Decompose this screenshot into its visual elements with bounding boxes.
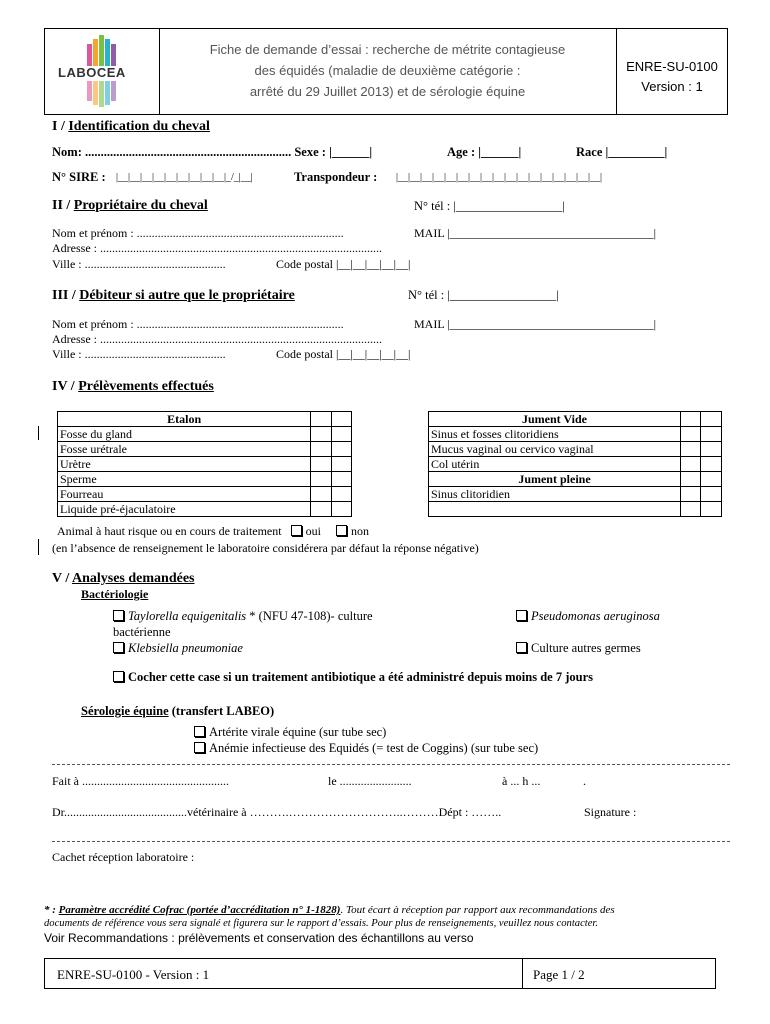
debtor-postcode-field[interactable]: Code postal |__|__|__|__|__| xyxy=(276,347,411,361)
antibiotic-label: Cocher cette case si un traitement antibiotique a été administré depuis moins de 7 jours xyxy=(128,670,594,684)
title-line-1: Fiche de demande d’essai : recherche de métrite contagieuse xyxy=(209,42,566,57)
horse-name-sex-field[interactable]: Nom: .................................................................. Sexe : |______| xyxy=(52,145,373,159)
arterite-checkbox[interactable] xyxy=(194,726,205,737)
debtor-mail-field[interactable]: MAIL |__________________________________| xyxy=(414,317,657,331)
owner-name-field[interactable]: Nom et prénom : ..................................................................... xyxy=(52,226,344,240)
jument-pleine-header: Jument pleine xyxy=(429,472,681,487)
document-reference xyxy=(617,29,727,114)
accreditation-text: . Tout écart à réception par rapport aux recommandations des xyxy=(340,904,615,916)
etalon-row-label: Fosse urétrale xyxy=(58,442,311,457)
owner-address-field[interactable]: Adresse : .............................................................................................. xyxy=(52,241,382,255)
sample-checkbox[interactable] xyxy=(701,442,722,457)
pseudomonas-checkbox[interactable] xyxy=(516,610,527,621)
sample-checkbox[interactable] xyxy=(331,502,351,517)
jument-row-label: Sinus et fosses clitoridiens xyxy=(429,427,681,442)
table-row xyxy=(58,427,352,442)
default-answer-note: (en l’absence de renseignement le laboratoire considérera par défaut la réponse négative) xyxy=(52,541,479,555)
title-line-2: des équidés (maladie de deuxième catégorie : xyxy=(254,63,521,78)
sample-checkbox[interactable] xyxy=(701,487,722,502)
section-2-title: Propriétaire du cheval xyxy=(73,198,208,213)
sample-checkbox[interactable] xyxy=(680,457,701,472)
pseudomonas-option[interactable] xyxy=(516,609,660,624)
antibiotic-option[interactable] xyxy=(113,670,593,685)
document-header xyxy=(44,28,728,115)
jument-row-label: Col utérin xyxy=(429,457,681,472)
section-5-heading: V / Analyses demandées xyxy=(52,571,195,586)
section-1-title: Identification du cheval xyxy=(68,119,210,134)
pseudomonas-label: Pseudomonas aeruginosa xyxy=(531,609,660,623)
jument-row-label: Mucus vaginal ou cervico vaginal xyxy=(429,442,681,457)
section-4-title: Prélèvements effectués xyxy=(78,379,214,394)
sire-label: N° SIRE : xyxy=(52,170,106,184)
title-line-3: arrêté du 29 Juillet 2013) et de sérologie équine xyxy=(249,84,526,99)
taylorella-checkbox[interactable] xyxy=(113,610,124,621)
jument-table xyxy=(428,411,722,517)
table-row xyxy=(429,487,722,502)
table-row xyxy=(429,427,722,442)
time-field[interactable]: à ... h ... xyxy=(502,774,541,788)
section-1-heading: I / Identification du cheval xyxy=(52,119,210,134)
high-risk-label: Animal à haut risque ou en cours de traitement xyxy=(57,524,282,538)
etalon-row-label: Liquide pré-éjaculatoire xyxy=(58,502,311,517)
sample-checkbox[interactable] xyxy=(311,502,331,517)
table-row xyxy=(58,502,352,517)
reference-version: Version : 1 xyxy=(641,79,703,94)
jument-header-check xyxy=(701,412,722,427)
sample-checkbox[interactable] xyxy=(701,427,722,442)
anemie-label: Anémie infectieuse des Equidés (= test de Coggins) (sur tube sec) xyxy=(209,741,539,755)
etalon-table xyxy=(57,411,352,517)
horse-age-field[interactable]: Age : |______| xyxy=(447,145,522,159)
section-2-heading: II / Propriétaire du cheval xyxy=(52,198,208,213)
sample-checkbox[interactable] xyxy=(311,487,331,502)
section-3-heading: III / Débiteur si autre que le propriétaire xyxy=(52,288,295,303)
accreditation-note xyxy=(44,904,615,916)
etalon-row-label: Urètre xyxy=(58,457,311,472)
footer-code: ENRE-SU-0100 - Version : 1 xyxy=(57,967,210,982)
sample-checkbox[interactable] xyxy=(311,472,331,487)
date-field[interactable]: le ........................ xyxy=(328,774,412,788)
owner-city-field[interactable]: Ville : ............................................... xyxy=(52,257,226,271)
sample-checkbox[interactable] xyxy=(680,502,701,517)
jument-row-label xyxy=(429,502,681,517)
jument-header-check xyxy=(701,472,722,487)
table-row xyxy=(58,487,352,502)
high-risk-no-checkbox[interactable] xyxy=(336,525,347,536)
owner-postcode-field[interactable]: Code postal |__|__|__|__|__| xyxy=(276,257,411,271)
page-number: Page 1 / 2 xyxy=(533,967,585,982)
culture-autres-label: Culture autres germes xyxy=(531,641,641,655)
sample-checkbox[interactable] xyxy=(331,442,351,457)
taylorella-detail: * (NFU 47-108)- culture xyxy=(246,609,373,623)
etalon-header: Etalon xyxy=(58,412,311,427)
signature-field[interactable]: Signature : xyxy=(584,805,637,819)
antibiotic-checkbox[interactable] xyxy=(113,671,124,682)
divider xyxy=(52,764,730,765)
table-row xyxy=(58,457,352,472)
etalon-row-label: Sperme xyxy=(58,472,311,487)
veterinarian-field[interactable]: Dr.........................................vétérinaire à ……….………………………..………Dépt : …….. xyxy=(52,805,502,819)
debtor-city-field[interactable]: Ville : ............................................... xyxy=(52,347,226,361)
owner-phone-field[interactable]: N° tél : |_________________| xyxy=(414,199,565,213)
section-5-title: Analyses demandées xyxy=(71,571,195,586)
jument-header-check xyxy=(680,412,701,427)
serologie-heading xyxy=(81,704,274,719)
sample-checkbox[interactable] xyxy=(311,442,331,457)
debtor-name-field[interactable]: Nom et prénom : ..................................................................... xyxy=(52,317,344,331)
etalon-header-check xyxy=(311,412,331,427)
owner-mail-field[interactable]: MAIL |__________________________________| xyxy=(414,226,657,240)
anemie-checkbox[interactable] xyxy=(194,742,205,753)
jument-header-check xyxy=(680,472,701,487)
taylorella-option[interactable] xyxy=(113,609,373,624)
klebsiella-checkbox[interactable] xyxy=(113,642,124,653)
sample-checkbox[interactable] xyxy=(331,472,351,487)
form-title xyxy=(159,29,617,114)
culture-autres-option[interactable] xyxy=(516,641,641,656)
jument-row-label: Sinus clitoridien xyxy=(429,487,681,502)
time-end: . xyxy=(583,774,586,788)
table-row xyxy=(58,472,352,487)
arterite-label: Artérite virale équine (sur tube sec) xyxy=(209,725,387,739)
accreditation-star: * : xyxy=(44,904,59,916)
etalon-header-check xyxy=(331,412,351,427)
sample-checkbox[interactable] xyxy=(311,457,331,472)
sire-field[interactable]: |__|__|__|__|__|__|__|__|__|_/_|__| xyxy=(116,172,253,183)
high-risk-question xyxy=(57,524,369,539)
taylorella-name: Taylorella equigenitalis xyxy=(128,609,247,623)
table-row xyxy=(58,412,352,427)
table-row xyxy=(429,442,722,457)
recommendations-note: Voir Recommandations : prélèvements et conservation des échantillons au verso xyxy=(44,931,474,945)
high-risk-yes-checkbox[interactable] xyxy=(291,525,302,536)
horse-race-field[interactable]: Race |_________| xyxy=(576,145,668,159)
sample-checkbox[interactable] xyxy=(701,502,722,517)
reference-code: ENRE-SU-0100 xyxy=(626,59,718,74)
culture-autres-checkbox[interactable] xyxy=(516,642,527,653)
sample-checkbox[interactable] xyxy=(680,427,701,442)
taylorella-line2: bactérienne xyxy=(113,625,171,639)
logo-text: LABOCEA xyxy=(58,65,126,80)
margin-mark xyxy=(38,426,40,440)
klebsiella-option[interactable] xyxy=(113,641,243,656)
sample-checkbox[interactable] xyxy=(331,487,351,502)
document-footer xyxy=(44,958,716,989)
etalon-row-label: Fourreau xyxy=(58,487,311,502)
logo xyxy=(45,29,160,114)
jument-vide-header: Jument Vide xyxy=(429,412,681,427)
transpondeur-field[interactable]: |__|__|__|__|__|__|__|__|__|__|__|__|__|__|__|__|__| xyxy=(396,172,603,183)
sample-checkbox[interactable] xyxy=(680,442,701,457)
table-row xyxy=(429,457,722,472)
anemie-option[interactable] xyxy=(194,741,538,756)
debtor-address-field[interactable]: Adresse : .............................................................................................. xyxy=(52,332,382,346)
accreditation-note-line2: documents de référence vous sera signalé et figurera sur le rapport d’essais. Pour plus de renseignements, veuillez nous contacter. xyxy=(44,918,599,929)
table-row xyxy=(58,442,352,457)
table-row xyxy=(429,412,722,427)
sample-checkbox[interactable] xyxy=(701,457,722,472)
section-3-title: Débiteur si autre que le propriétaire xyxy=(79,288,295,303)
high-risk-no-label: non xyxy=(350,524,369,538)
etalon-row-label: Fosse du gland xyxy=(58,427,311,442)
klebsiella-label: Klebsiella pneumoniae xyxy=(128,641,243,655)
divider xyxy=(52,841,730,842)
fait-a-field[interactable]: Fait à ................................................. xyxy=(52,774,229,788)
high-risk-yes-label: oui xyxy=(305,524,321,538)
footer-divider xyxy=(522,959,523,988)
serologie-subtitle: (transfert LABEO) xyxy=(168,704,275,718)
sample-checkbox[interactable] xyxy=(331,427,351,442)
cachet-label: Cachet réception laboratoire : xyxy=(52,850,195,864)
section-4-heading: IV / Prélèvements effectués xyxy=(52,379,214,394)
arterite-option[interactable] xyxy=(194,725,386,740)
table-row xyxy=(429,502,722,517)
debtor-phone-field[interactable]: N° tél : |_________________| xyxy=(408,288,559,302)
accreditation-title: Paramètre accrédité Cofrac (portée d’accréditation n° 1-1828) xyxy=(58,904,341,916)
sample-checkbox[interactable] xyxy=(311,427,331,442)
margin-mark xyxy=(38,539,40,555)
sample-checkbox[interactable] xyxy=(331,457,351,472)
serologie-title: Sérologie équine xyxy=(81,704,169,718)
sample-checkbox[interactable] xyxy=(680,487,701,502)
transpondeur-label: Transpondeur : xyxy=(294,170,378,184)
bacteriologie-title: Bactériologie xyxy=(81,587,149,601)
table-row xyxy=(429,472,722,487)
